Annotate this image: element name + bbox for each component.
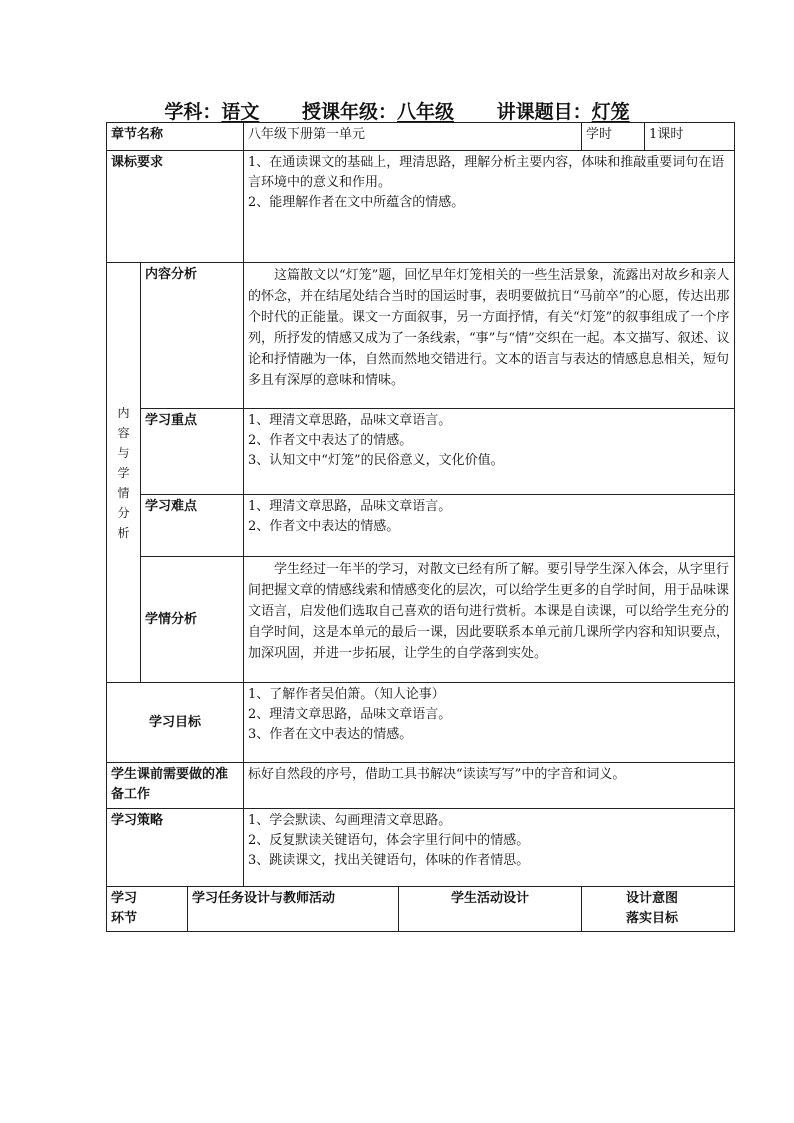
strategy-label: 学习策略 [107, 809, 244, 887]
analysis-group-label [107, 263, 141, 683]
hours-label: 学时 [582, 123, 645, 151]
student-analysis-text: 学生经过一年半的学习，对散文已经有所了解。要引导学生深入体会，从字里行间把握文章的情感线索和情感变化的层次，可以给学生更多的自学时间，用于品味课文语言，启发他们选取自己喜欢的语句进行赏析。本课是自读课，可以给学生充分的自学时间，这是本单元的最后一课，因此要联系本单元前几课所学内容和知识要点，加深巩固，并进一步拓展，让学生的自学落到实处。 [248, 562, 730, 661]
objectives-content [244, 683, 735, 763]
content-analysis-cell [244, 263, 735, 409]
objective-item: 3、作者在文中表达的情感。 [248, 727, 413, 742]
key-points-label: 学习重点 [141, 409, 244, 495]
difficulties-content [244, 495, 735, 557]
analysis-group-char: 分 [117, 505, 130, 520]
strategy-item: 3、跳读课文，找出关键语句，体味的作者情思。 [248, 853, 530, 868]
curriculum-content [244, 151, 735, 263]
key-points-content [244, 409, 735, 495]
chapter-label: 章节名称 [107, 123, 244, 151]
analysis-group-char: 容 [117, 425, 130, 440]
strategy-row [107, 809, 735, 887]
preparation-content: 标好自然段的序号，借助工具书解决“读读写写”中的字音和词义。 [244, 763, 735, 809]
curriculum-label: 课标要求 [107, 151, 244, 263]
activity-header-row [107, 887, 735, 932]
key-point-item: 2、作者文中表达了的情感。 [248, 433, 413, 448]
objectives-label: 学习目标 [107, 683, 244, 763]
chapter-value: 八年级下册第一单元 [244, 123, 582, 151]
objective-item: 1、了解作者吴伯箫。（知人论事） [248, 687, 445, 702]
grade-value: 八年级 [397, 101, 455, 123]
curriculum-item: 1、在通读课文的基础上，理清思路，理解分析主要内容，体味和推敲重要词句在语言环境中的意义和作用。 [248, 155, 725, 190]
difficulties-row [107, 495, 735, 557]
curriculum-row [107, 151, 735, 263]
objectives-row [107, 683, 735, 763]
difficulty-item: 2、作者文中表达的情感。 [248, 519, 400, 534]
preparation-label: 学生课前需要做的准备工作 [107, 763, 244, 809]
key-points-row [107, 409, 735, 495]
stage-label: 学习环节 [107, 887, 188, 932]
lesson-plan-table [106, 122, 735, 932]
subject-field: 学科：语文 [164, 101, 260, 123]
analysis-group-char: 情 [117, 485, 130, 500]
strategy-item: 1、学会默读、勾画理清文章思路。 [248, 813, 452, 828]
content-analysis-text: 这篇散文以“灯笼”题，回忆早年灯笼相关的一些生活景象，流露出对故乡和亲人的怀念，并在结尾处结合当时的国运时事，表明要做抗日“马前卒”的心愿，传达出那个时代的正能量。课文一方面叙事，另一方面抒情，有关“灯笼”的叙事组成了一个序列，所抒发的情感又成为了一条线索，“事”与“情”交织在一起。本文描写、叙述、议论和抒情融为一体，自然而然地交错进行。文本的语言与表达的情感息息相关，短句多且有深厚的意味和情味。 [248, 268, 730, 388]
hours-value: 1课时 [645, 123, 735, 151]
topic-field: 讲课题目：灯笼 [496, 101, 630, 123]
student-analysis-label: 学情分析 [141, 557, 244, 683]
chapter-row [107, 123, 735, 151]
key-point-item: 1、理清文章思路，品味文章语言。 [248, 413, 452, 428]
document-header [0, 97, 794, 124]
subject-value: 语文 [221, 101, 260, 123]
analysis-group-char: 学 [117, 465, 130, 480]
difficulties-label: 学习难点 [141, 495, 244, 557]
analysis-group-char: 析 [117, 525, 130, 540]
strategy-content [244, 809, 735, 887]
objective-item: 2、理清文章思路，品味文章语言。 [248, 707, 452, 722]
key-point-item: 3、认知文中“灯笼”的民俗意义，文化价值。 [248, 453, 504, 468]
difficulty-item: 1、理清文章思路，品味文章语言。 [248, 499, 452, 514]
student-analysis-cell [244, 557, 735, 683]
content-analysis-label: 内容分析 [141, 263, 244, 409]
curriculum-item: 2、能理解作者在文中所蕴含的情感。 [248, 195, 465, 210]
preparation-row [107, 763, 735, 809]
grade-field: 授课年级：八年级 [301, 101, 455, 123]
topic-value: 灯笼 [591, 101, 630, 123]
student-analysis-row [107, 557, 735, 683]
design-intent-label: 设计意图落实目标 [582, 887, 735, 932]
strategy-item: 2、反复默读关键语句，体会字里行间中的情感。 [248, 833, 530, 848]
student-activity-label: 学生活动设计 [399, 887, 582, 932]
task-label: 学习任务设计与教师活动 [188, 887, 399, 932]
analysis-group-char: 与 [117, 445, 130, 460]
content-analysis-row [107, 263, 735, 409]
analysis-group-char: 内 [117, 405, 130, 420]
analysis-group-text [111, 403, 136, 543]
